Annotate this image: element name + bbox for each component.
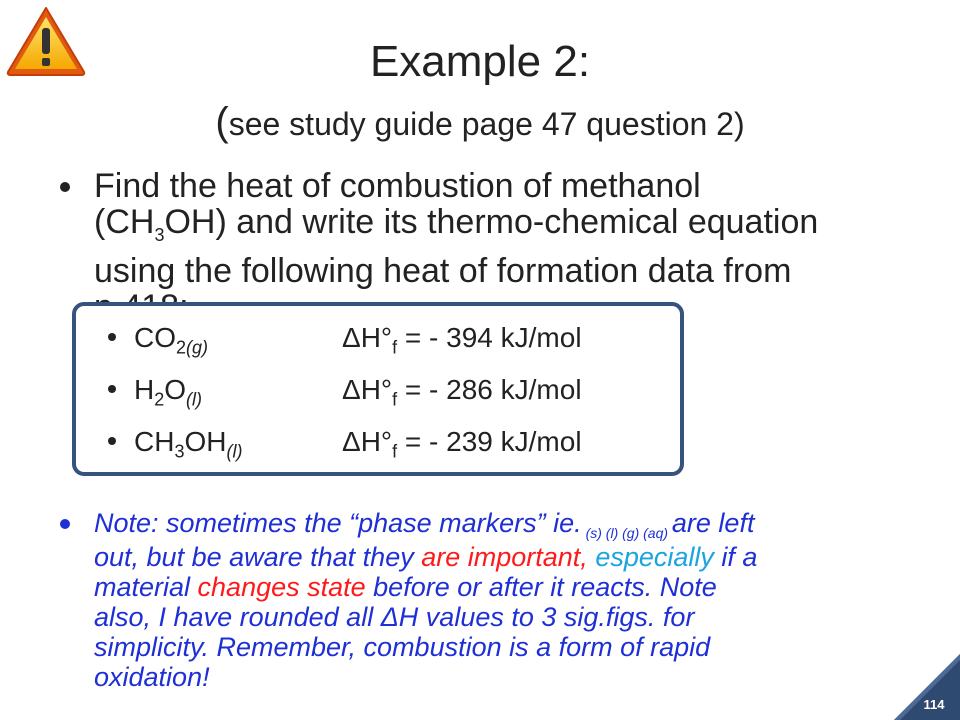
note-fragment: before or after it reacts. Note <box>365 572 717 602</box>
delta-h-symbol: ΔH° <box>342 374 393 405</box>
species-label <box>134 370 202 420</box>
note-line: simplicity. Remember, combustion is a form of rapid <box>94 632 711 662</box>
note-fragment: if a <box>713 542 758 572</box>
question-text-fragment: OH) and write its thermo-chemical equation <box>164 203 819 241</box>
phase-marker: (l) <box>186 389 203 410</box>
question-line <box>94 204 916 253</box>
note-fragment: are left <box>671 508 755 538</box>
enthalpy-value <box>342 422 582 472</box>
question-line: Find the heat of combustion of methanol <box>94 167 701 205</box>
note-line <box>94 508 916 542</box>
note-fragment: Note: sometimes the “phase markers” ie. <box>94 508 582 538</box>
bullet-dot <box>108 385 116 393</box>
subtitle-text: see study guide page 47 question 2) <box>228 106 745 142</box>
formation-data-box <box>72 302 684 476</box>
bullet-dot <box>60 182 70 192</box>
bullet-dot <box>60 519 70 529</box>
enthalpy-number: = - 394 kJ/mol <box>397 322 582 353</box>
data-row-ch3oh <box>76 422 680 462</box>
delta-h-subscript: f <box>392 337 398 358</box>
question-subscript: 3 <box>154 224 165 245</box>
slide-number: 114 <box>923 697 945 712</box>
data-row-h2o <box>76 370 680 410</box>
note-text <box>94 508 916 692</box>
note-line: oxidation! <box>94 662 210 692</box>
species-subscript: 2 <box>154 389 165 410</box>
note-fragment: material <box>94 572 198 602</box>
note-line <box>94 542 916 572</box>
note-bullet <box>56 508 916 692</box>
note-line <box>94 572 916 602</box>
delta-h-symbol: ΔH° <box>342 426 393 457</box>
phase-marker: (l) <box>226 441 243 462</box>
note-fragment: out, but be aware that they <box>94 542 422 572</box>
delta-h-subscript: f <box>392 441 398 462</box>
question-text-fragment: (CH <box>94 203 155 241</box>
slide-subtitle <box>0 100 960 146</box>
slide-title: Example 2: <box>369 37 591 86</box>
species-label <box>134 422 242 472</box>
emphasis-especially: especially <box>595 542 714 572</box>
bullet-dot <box>108 333 116 341</box>
enthalpy-number: = - 286 kJ/mol <box>397 374 582 405</box>
delta-h-subscript: f <box>392 389 398 410</box>
species-subscript: 2 <box>176 337 187 358</box>
data-row-co2 <box>76 318 680 358</box>
species-formula: CO <box>134 322 176 353</box>
emphasis-important: are important, <box>421 542 588 572</box>
delta-h-symbol: ΔH° <box>342 322 393 353</box>
species-subscript: 3 <box>174 441 185 462</box>
species-formula: CH <box>134 426 175 457</box>
phase-marker: (g) <box>186 337 209 358</box>
note-line: also, I have rounded all ΔH values to 3 sig.figs. for <box>94 602 695 632</box>
question-line: using the following heat of formation data from <box>94 251 792 290</box>
emphasis-changes-state: changes state <box>197 572 366 602</box>
bullet-dot <box>108 437 116 445</box>
phase-markers: (s) (l) (g) (aq) <box>581 525 672 541</box>
species-formula: O <box>164 374 187 405</box>
enthalpy-value <box>342 318 582 368</box>
enthalpy-number: = - 239 kJ/mol <box>397 426 582 457</box>
species-formula: H <box>134 374 155 405</box>
species-label <box>134 318 208 368</box>
enthalpy-value <box>342 370 582 420</box>
subtitle-paren: ( <box>215 100 229 144</box>
species-formula: OH <box>184 426 227 457</box>
